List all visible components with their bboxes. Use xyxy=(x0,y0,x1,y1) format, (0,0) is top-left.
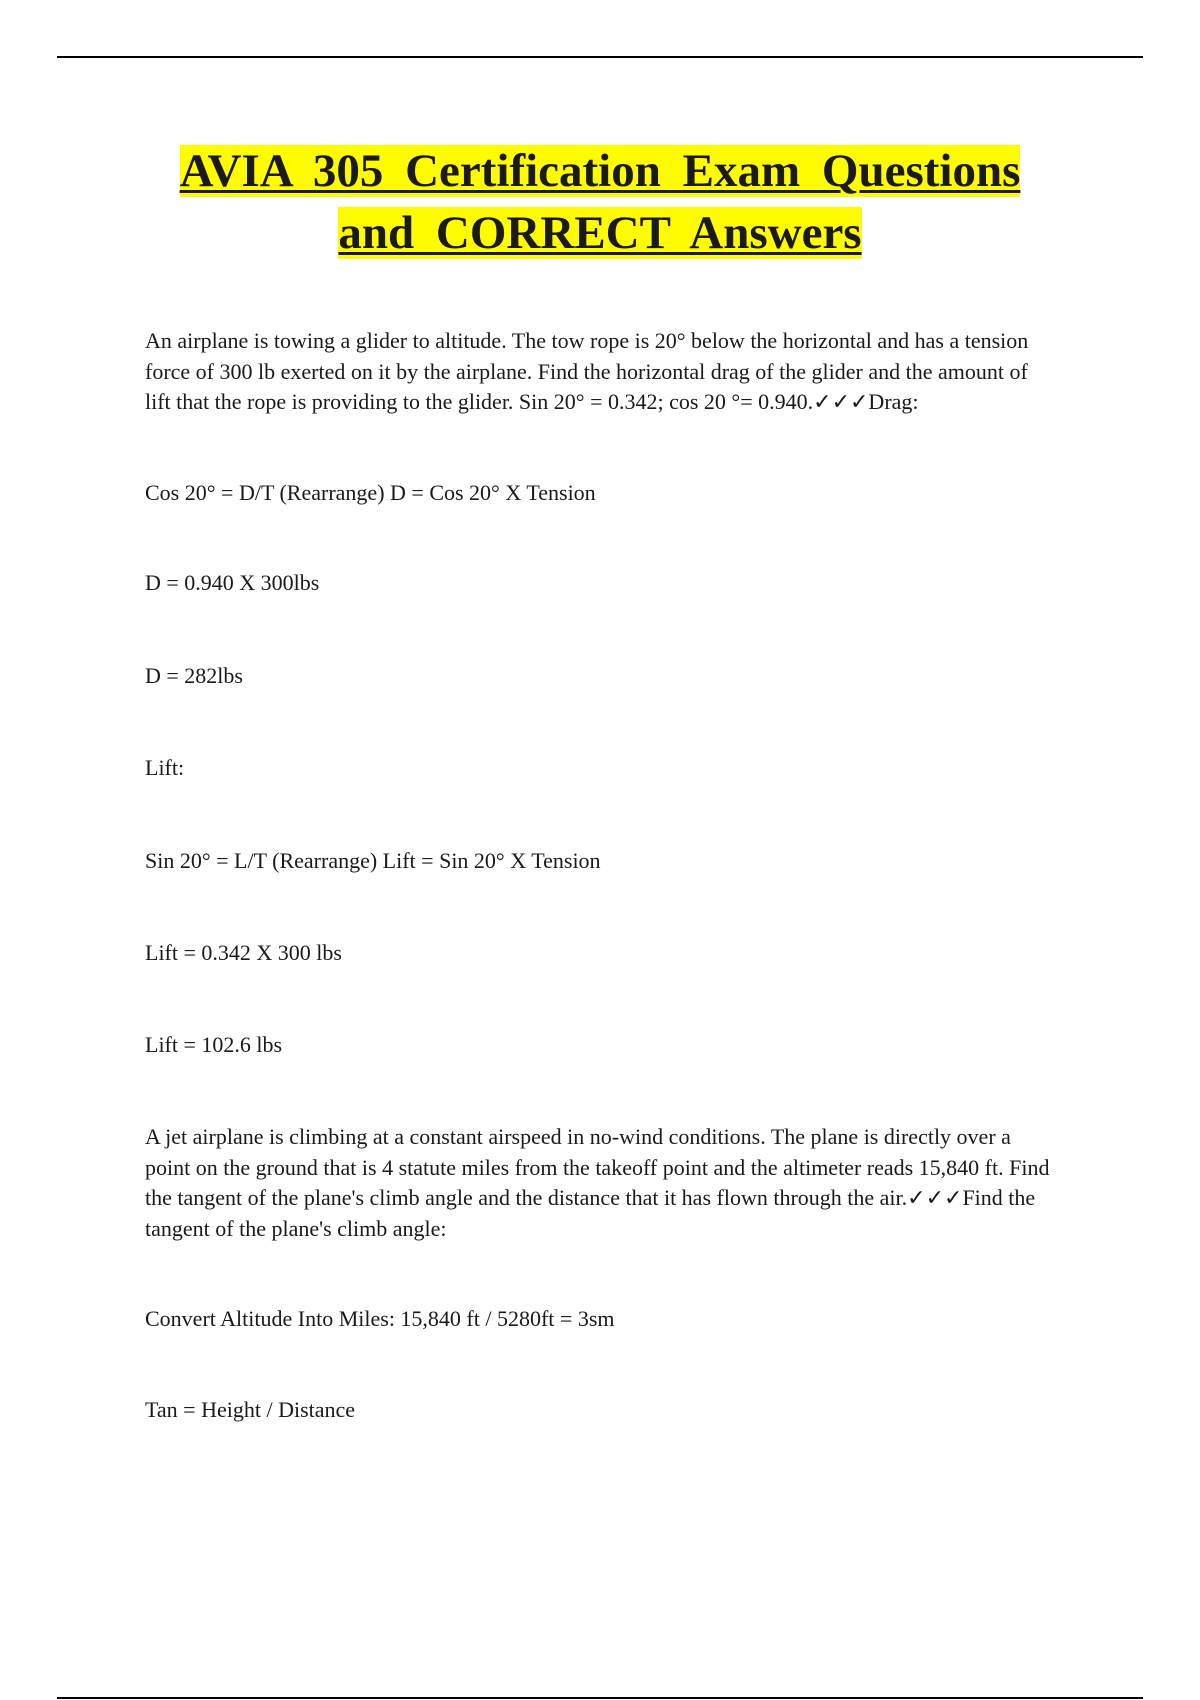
document-body xyxy=(145,326,1055,1425)
lift-result: Lift = 102.6 lbs xyxy=(145,1031,283,1057)
title-line-1: AVIA 305 Certification Exam Questions xyxy=(179,145,1021,197)
document-title xyxy=(150,140,1050,264)
drag-result: D = 282lbs xyxy=(145,662,243,688)
top-rule xyxy=(57,56,1143,58)
tangent-formula: Tan = Height / Distance xyxy=(145,1396,356,1422)
drag-formula: Cos 20° = D/T (Rearrange) D = Cos 20° X Tension xyxy=(145,479,596,505)
question-1-text: An airplane is towing a glider to altitude. The tow rope is 20° below the horizontal and has a tension force of 300 lb exerted on it by the airplane. Find the horizontal drag of the glider and the amount of lift that the rope is providing to the glider. Sin 20° = 0.342; cos 20 °= 0.940.✓✓✓Drag: xyxy=(145,328,1029,414)
question-2-text: A jet airplane is climbing at a constant airspeed in no-wind conditions. The plane is directly over a point on the ground that is 4 statute miles from the takeoff point and the altimeter reads 15,840 ft. Find the tangent of the plane's climb angle and the distance that it has flown through the air.✓✓✓Find the tangent of the plane's climb angle: xyxy=(145,1124,1050,1241)
lift-substitution: Lift = 0.342 X 300 lbs xyxy=(145,940,342,965)
lift-heading: Lift: xyxy=(145,755,185,780)
bottom-rule xyxy=(57,1697,1143,1699)
title-line-2: and CORRECT Answers xyxy=(338,207,862,259)
lift-formula: Sin 20° = L/T (Rearrange) Lift = Sin 20° X Tension xyxy=(145,847,601,873)
drag-substitution: D = 0.940 X 300lbs xyxy=(145,570,320,595)
altitude-conversion: Convert Altitude Into Miles: 15,840 ft / 5280ft = 3sm xyxy=(145,1306,615,1331)
